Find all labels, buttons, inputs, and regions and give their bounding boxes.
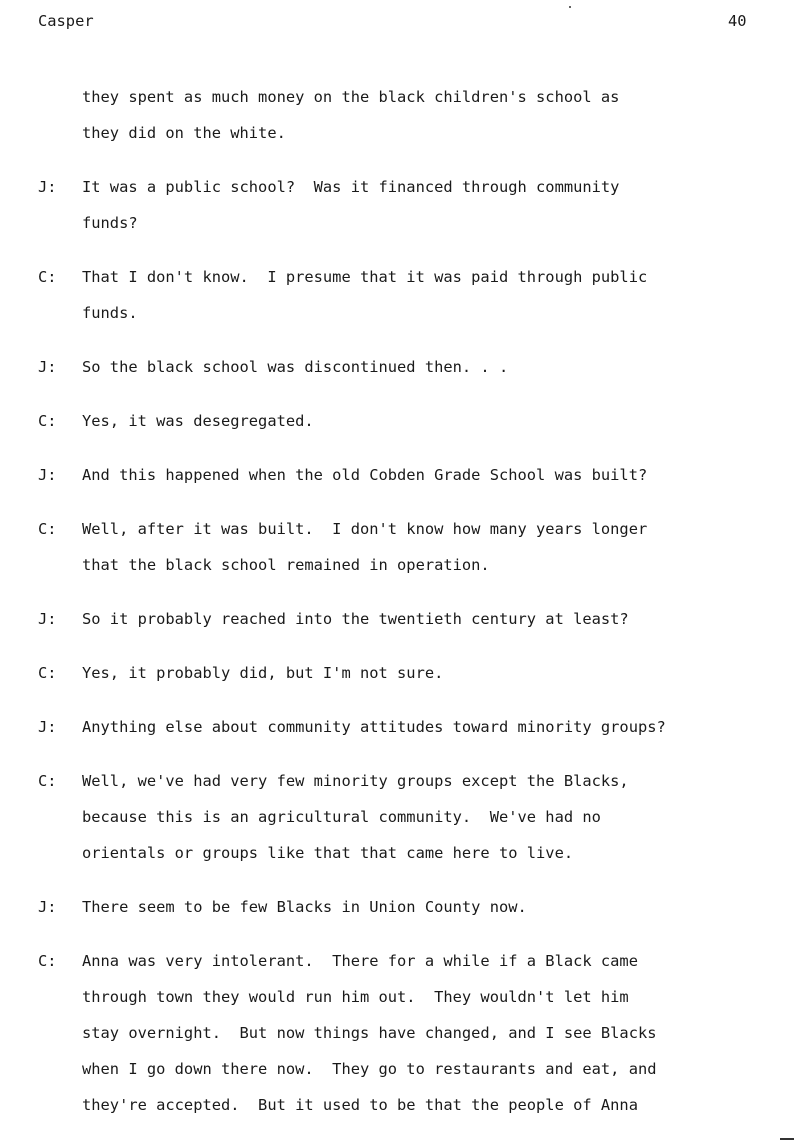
text-line: It was a public school? Was it financed through community	[82, 178, 620, 196]
dialogue-paragraph	[38, 349, 778, 385]
dialogue-paragraph	[38, 79, 778, 151]
speaker-label: J:	[38, 358, 57, 376]
dialogue-paragraph	[38, 889, 778, 925]
text-line: stay overnight. But now things have changed, and I see Blacks	[82, 1024, 657, 1042]
text-line: they spent as much money on the black children's school as	[82, 88, 620, 106]
page-number: 40	[728, 12, 747, 30]
interviewee-name: Casper	[38, 12, 94, 30]
dialogue-paragraph	[38, 403, 778, 439]
dialogue-paragraph	[38, 457, 778, 493]
speaker-label: J:	[38, 466, 57, 484]
paragraph-text	[82, 259, 778, 331]
paragraph-text	[82, 79, 778, 151]
paragraph-text	[82, 943, 778, 1123]
text-line: Yes, it probably did, but I'm not sure.	[82, 664, 444, 682]
paragraph-text	[82, 709, 778, 745]
dialogue-paragraph	[38, 601, 778, 637]
dialogue-paragraph	[38, 169, 778, 241]
text-line: There seem to be few Blacks in Union County now.	[82, 898, 527, 916]
dialogue-paragraph	[38, 259, 778, 331]
speaker-label: J:	[38, 610, 57, 628]
paragraph-text	[82, 655, 778, 691]
dialogue-paragraph	[38, 511, 778, 583]
paragraph-text	[82, 763, 778, 871]
text-line: So it probably reached into the twentieth century at least?	[82, 610, 629, 628]
speaker-label: C:	[38, 520, 57, 538]
text-line: when I go down there now. They go to restaurants and eat, and	[82, 1060, 657, 1078]
scan-speck	[569, 6, 571, 8]
text-line: And this happened when the old Cobden Grade School was built?	[82, 466, 648, 484]
page-edge-mark	[780, 1138, 794, 1140]
paragraph-text	[82, 169, 778, 241]
speaker-label: C:	[38, 952, 57, 970]
paragraph-text	[82, 889, 778, 925]
speaker-label: J:	[38, 718, 57, 736]
speaker-label: J:	[38, 898, 57, 916]
paragraph-text	[82, 403, 778, 439]
speaker-label: C:	[38, 664, 57, 682]
text-line: because this is an agricultural community. We've had no	[82, 808, 601, 826]
text-line: Yes, it was desegregated.	[82, 412, 314, 430]
dialogue-paragraph	[38, 655, 778, 691]
text-line: That I don't know. I presume that it was paid through public	[82, 268, 648, 286]
text-line: that the black school remained in operation.	[82, 556, 490, 574]
dialogue-paragraph	[38, 763, 778, 871]
paragraph-text	[82, 511, 778, 583]
speaker-label: J:	[38, 178, 57, 196]
paragraph-text	[82, 457, 778, 493]
text-line: Anna was very intolerant. There for a while if a Black came	[82, 952, 638, 970]
dialogue-paragraph	[38, 943, 778, 1123]
speaker-label: C:	[38, 412, 57, 430]
text-line: Anything else about community attitudes toward minority groups?	[82, 718, 666, 736]
text-line: Well, we've had very few minority groups except the Blacks,	[82, 772, 629, 790]
paragraph-text	[82, 349, 778, 385]
text-line: So the black school was discontinued then. . .	[82, 358, 509, 376]
text-line: funds.	[82, 304, 138, 322]
dialogue-paragraph	[38, 709, 778, 745]
text-line: they did on the white.	[82, 124, 286, 142]
paragraph-text	[82, 601, 778, 637]
text-line: through town they would run him out. They wouldn't let him	[82, 988, 629, 1006]
speaker-label: C:	[38, 268, 57, 286]
speaker-label: C:	[38, 772, 57, 790]
text-line: orientals or groups like that that came here to live.	[82, 844, 574, 862]
text-line: Well, after it was built. I don't know how many years longer	[82, 520, 648, 538]
text-line: funds?	[82, 214, 138, 232]
text-line: they're accepted. But it used to be that the people of Anna	[82, 1096, 638, 1114]
transcript-body	[38, 79, 778, 1123]
